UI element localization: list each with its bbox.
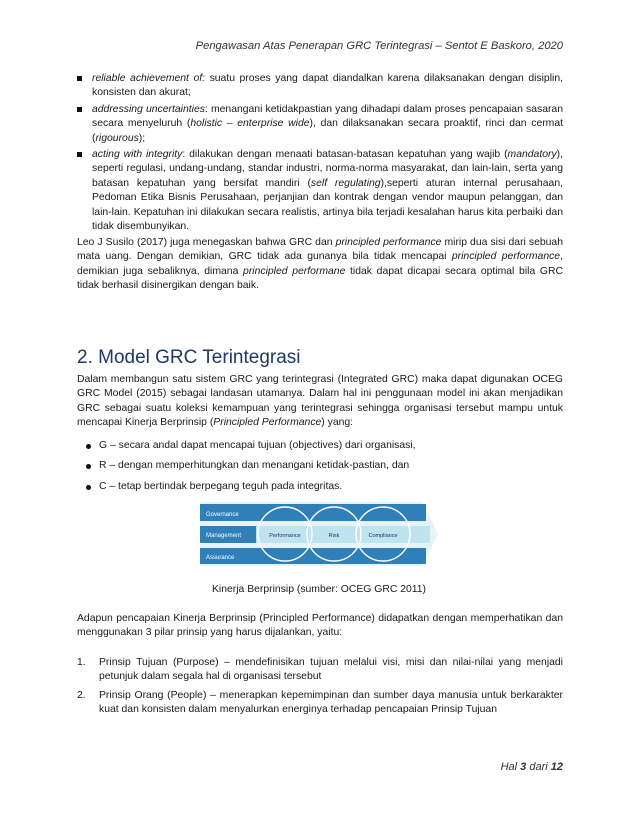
bullet-term: addressing uncertainties [92, 103, 205, 115]
bullet-addressing-uncertainties [77, 103, 563, 146]
bullet-acting-with-integrity [77, 148, 563, 234]
section-heading: 2. Model GRC Terintegrasi [77, 347, 301, 368]
grc-item-text: R – dengan memperhitungkan dan menangani ketidak-pastian, dan [99, 460, 410, 472]
grc-item-compliance [77, 480, 563, 494]
grc-item-governance [77, 439, 563, 453]
para-text: Dalam membangun satu sistem GRC yang terintegrasi (Integrated GRC) maka dapat digunakan OCEG GRC Model (2015) sebagai landasan utamanya. Dalam hal ini penggunaan model ini akan menjadikan GRC sebagai suatu koleksi kemampuan yang terintegrasi sehingga organisasi tersebut mampu untuk mencapai Kinerja Berprinsip ( [77, 374, 563, 429]
page-number: 3 [520, 761, 527, 773]
pillar-item-purpose [77, 656, 563, 685]
bullet-term: mandatory [507, 149, 557, 161]
paragraph-pillars-intro [77, 612, 563, 641]
definition-bullets [77, 72, 563, 236]
running-header: Pengawasan Atas Penerapan GRC Terintegrasi – Sentot E Baskoro, 2020 [195, 40, 563, 52]
para-text: mirip dua sisi dari sebuah mata uang. Dengan demikian, GRC tidak ada gunanya bila tidak mencapai [77, 237, 563, 263]
bullet-term: self regulating [310, 177, 381, 189]
para-text: ) yang: [321, 417, 354, 429]
footer-text: dari [526, 761, 551, 773]
bullet-text: ), dan dilaksanakan secara proaktif, rinci dan cermat ( [92, 118, 564, 144]
bullet-term: holistic – enterprise wide [190, 118, 310, 130]
grc-item-text: C – tetap bertindak berpegang teguh pada integritas. [99, 480, 343, 492]
grc-item-risk [77, 459, 563, 473]
bullet-dot-icon [86, 464, 91, 469]
pillar-text: Prinsip Orang (People) – menerapkan kepemimpinan dan sumber daya manusia untuk berkarakter kuat dan konsisten dalam menyalurkan energinya terhadap pencapaian Prinsip Tujuan [99, 689, 563, 716]
pillar-text: Prinsip Tujuan (Purpose) – mendefinisikan tujuan melalui visi, misi dan nilai-nilai yang menjadi petunjuk dalam segala hal di organisasi tersebut [99, 657, 563, 683]
page-footer [501, 761, 563, 773]
para-term: principled performance [335, 237, 442, 248]
para-term: principled performance [451, 251, 561, 263]
bullet-text: suatu proses yang dapat diandalkan karena dilaksanakan dengan disiplin, konsisten dan akurat; [92, 73, 563, 99]
square-bullet-icon [77, 107, 82, 112]
label-compliance: Compliance [368, 533, 398, 539]
bullet-text: ); [138, 132, 146, 144]
square-bullet-icon [77, 152, 82, 157]
bullet-text: : menangani ketidakpastian yang dihadapi dalam proses pencapaian sasaran secara menyeluruh ( [92, 103, 563, 130]
bullet-term: reliable achievement of: [92, 73, 206, 84]
label-performance: Performance [269, 533, 301, 539]
label-management: Management [206, 533, 242, 539]
paragraph-oceg-model [77, 373, 563, 431]
bullet-text: : dilakukan dengan menaati batasan-batasan kepatuhan yang wajib ( [182, 149, 508, 161]
grc-list [77, 439, 563, 500]
para-text: Adapun pencapaian Kinerja Berprinsip (Principled Performance) didapatkan dengan memperhatikan dan menggunakan 3 pilar prinsip yang harus dijalankan, yaitu: [77, 613, 563, 639]
page-total: 12 [550, 761, 563, 773]
para-term: Principled Performance [213, 417, 322, 429]
bullet-reliable-achievement [77, 72, 563, 101]
figure-svg [200, 502, 438, 566]
para-text: , demikian juga sebaliknya, dimana [77, 251, 563, 277]
principled-performance-figure [200, 502, 438, 566]
bullet-term: acting with integrity [92, 149, 183, 161]
square-bullet-icon [77, 76, 82, 81]
pillar-item-people [77, 689, 563, 718]
figure-caption: Kinerja Berprinsip (sumber: OCEG GRC 2011) [211, 584, 427, 595]
grc-item-text: G – secara andal dapat mencapai tujuan (objectives) dari organisasi, [99, 440, 416, 451]
para-term: principled performane [243, 265, 346, 277]
pillar-number: 2. [77, 689, 86, 701]
paragraph-susilo [77, 236, 563, 294]
bullet-text: ),seperti aturan internal perusahaan, Pedoman Etika Bisnis Perusahaan, perjanjian dan kontrak dengan vendor maupun pelanggan, dan lain-lain. Kepatuhan ini dilakukan secara realistis, artinya bila terjadi kesalahan harus kita perbaiki dan tidak disembunyikan. [92, 177, 563, 233]
bullet-dot-icon [86, 485, 91, 490]
bullet-text: ), seperti regulasi, undang-undang, standar industri, norma-norma masyarakat, dan lain-lain, serta yang batasan kepatuhan yang bersifat mandiri ( [92, 149, 563, 189]
footer-text: Hal [500, 761, 521, 773]
pillar-number: 1. [77, 657, 86, 668]
bullet-term: rigourous [95, 132, 139, 144]
bullet-dot-icon [86, 444, 91, 449]
label-risk: Risk [328, 533, 340, 539]
para-text: tidak dapat dicapai secara optimal bila GRC tidak berhasil disinergikan dengan baik. [77, 265, 563, 292]
pillar-list [77, 656, 563, 722]
label-assurance: Assurance [206, 555, 235, 561]
label-governance: Governance [206, 512, 239, 518]
para-text: Leo J Susilo (2017) juga menegaskan bahwa GRC dan [77, 237, 336, 248]
